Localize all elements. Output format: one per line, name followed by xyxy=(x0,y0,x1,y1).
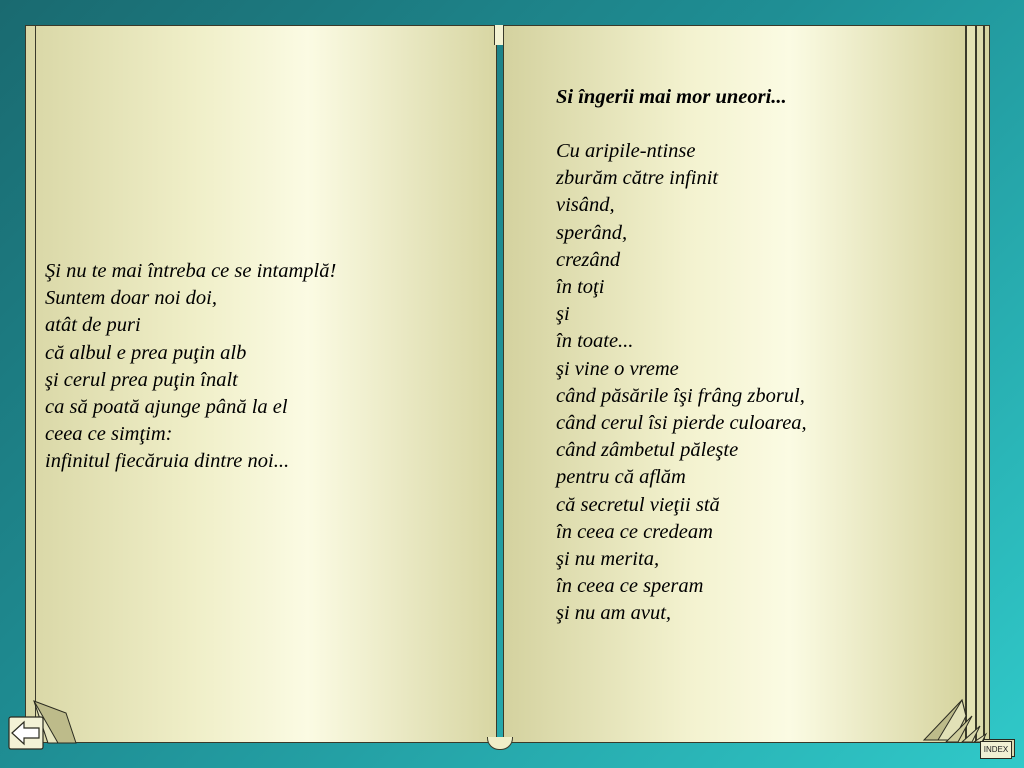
poem-title: Si îngerii mai mor uneori... xyxy=(556,86,787,108)
page-stack-edge xyxy=(984,25,990,743)
right-poem-text: Cu aripile-ntinse zburăm către infinit visând, sperând, crezând în toţi şi în toate... şi vine o vreme când păsările îşi frâng zborul, când cerul îsi pierde culoarea, când zâmbetul păleşte pentru că aflăm că secretul vieţii stă în ceea ce credeam şi nu merita, în ceea ce speram şi nu am avut, xyxy=(556,140,807,625)
page-stack-edge xyxy=(976,25,984,743)
page-stack-edge xyxy=(966,25,976,743)
book-spine-bottom xyxy=(487,737,513,750)
book-spine xyxy=(494,25,504,45)
back-button[interactable] xyxy=(8,716,44,750)
left-poem-text: Şi nu te mai întreba ce se intamplă! Suntem doar noi doi, atât de puri că albul e prea puţin alb şi cerul prea puţin înalt ca să poată ajunge până la el ceea ce simţim: infinitul fiecăruia dintre noi... xyxy=(45,260,337,473)
right-page-curl-icon[interactable] xyxy=(918,696,990,746)
index-button[interactable]: INDEX xyxy=(980,741,1012,759)
